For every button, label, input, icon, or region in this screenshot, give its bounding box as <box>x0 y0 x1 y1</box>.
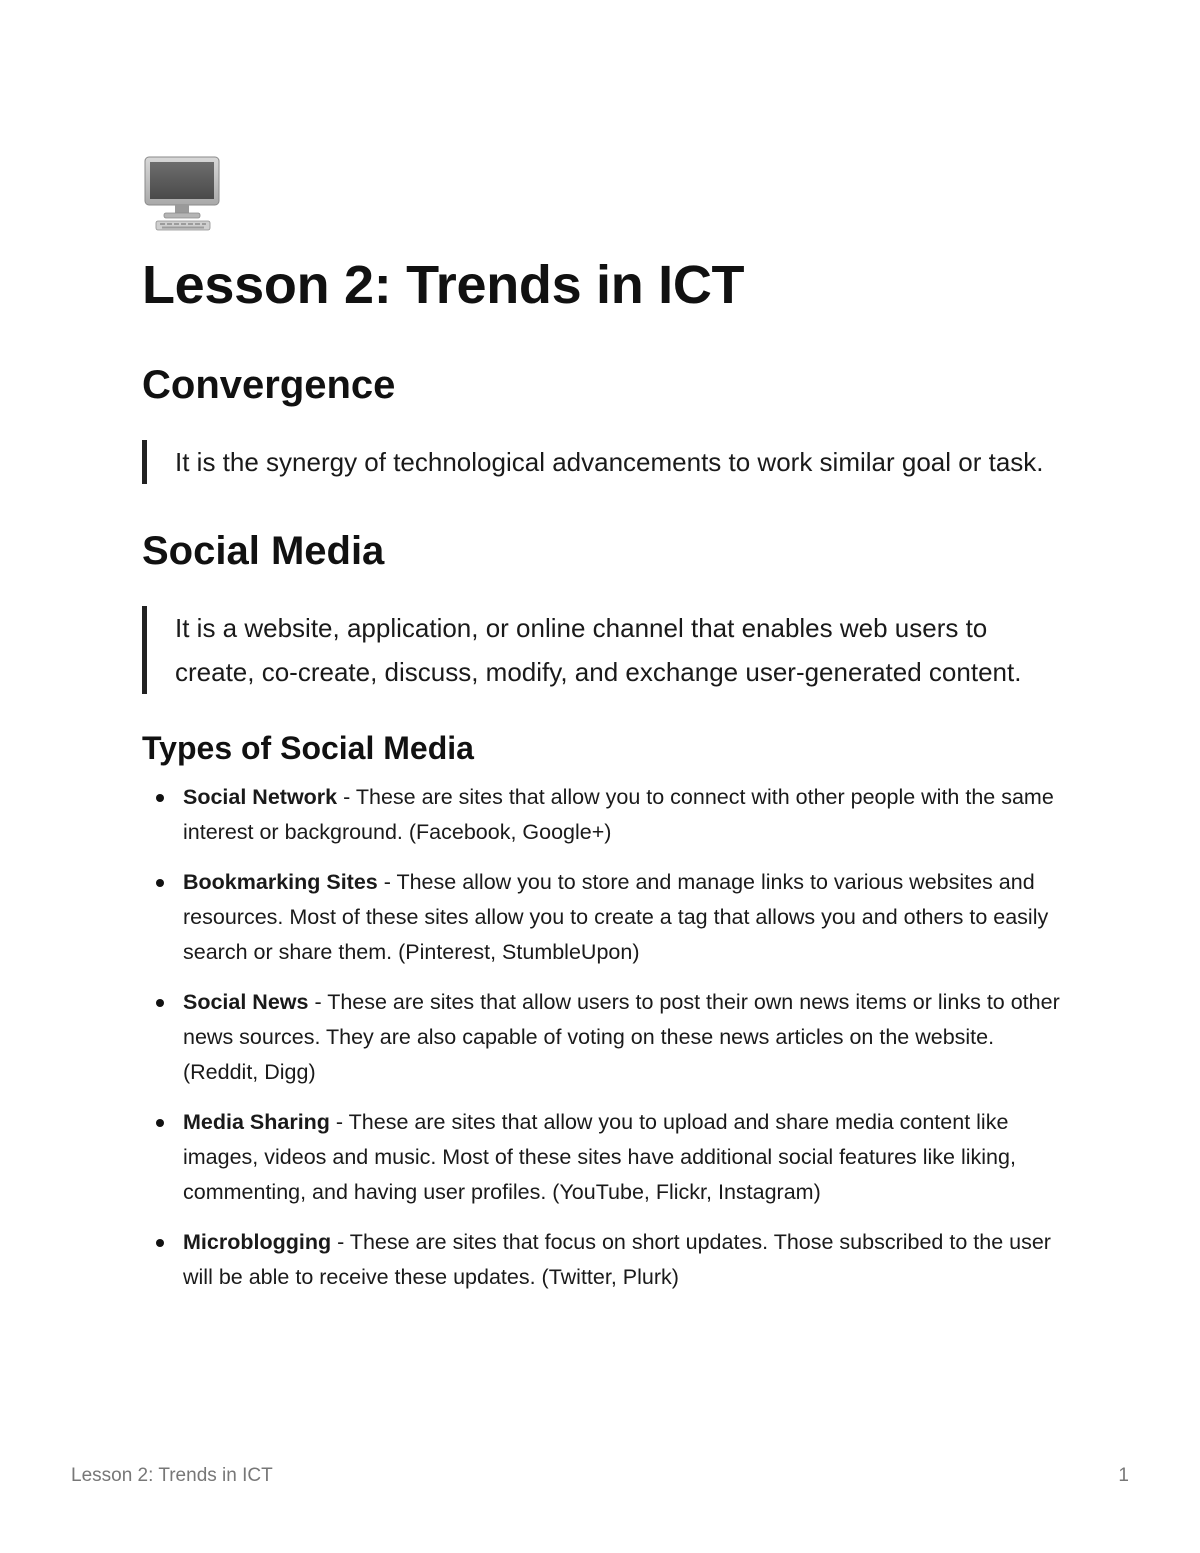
list-item-term: Social News <box>183 990 309 1014</box>
document-content <box>142 156 1062 1310</box>
list-item-description: - These allow you to store and manage links to various websites and resources. Most of these sites allow you to create a tag that allows you and others to easily search or share them. (Pinterest, StumbleUpon) <box>183 870 1049 964</box>
list-item-term: Bookmarking Sites <box>183 870 378 894</box>
list-item-social-network <box>142 780 1062 850</box>
list-item-term: Microblogging <box>183 1230 332 1254</box>
page-title: Lesson 2: Trends in ICT <box>142 255 745 315</box>
heading-convergence: Convergence <box>142 363 396 407</box>
heading-social-media: Social Media <box>142 529 385 573</box>
desktop-computer-icon <box>142 156 222 232</box>
list-item-bookmarking-sites <box>142 865 1062 970</box>
bullet-dot-icon <box>156 999 164 1007</box>
list-item-description: - These are sites that focus on short updates. Those subscribed to the user will be able to receive these updates. (Twitter, Plurk) <box>183 1230 1051 1289</box>
footer-document-title: Lesson 2: Trends in ICT <box>71 1465 273 1486</box>
convergence-definition: It is the synergy of technological advancements to work similar goal or task. <box>142 440 1062 484</box>
list-item-description: - These are sites that allow users to post their own news items or links to other news sources. They are also capable of voting on these news articles on the website. (Reddit, Digg) <box>183 990 1060 1084</box>
list-item-term: Social Network <box>183 785 338 809</box>
social-media-definition: It is a website, application, or online channel that enables web users to create, co-create, discuss, modify, and exchange user-generated content. <box>142 606 1062 694</box>
footer-page-number: 1 <box>1118 1465 1129 1486</box>
bullet-dot-icon <box>156 1119 164 1127</box>
heading-types-of-social-media: Types of Social Media <box>142 730 474 766</box>
list-item-description: - These are sites that allow you to upload and share media content like images, videos and music. Most of these sites have additional social features like liking, commenting, and having user profiles. (YouTube, Flickr, Instagram) <box>183 1110 1016 1204</box>
list-item-term: Media Sharing <box>183 1110 330 1134</box>
bullet-dot-icon <box>156 1239 164 1247</box>
list-item-description: - These are sites that allow you to connect with other people with the same interest or background. (Facebook, Google+) <box>183 785 1054 844</box>
list-item-media-sharing <box>142 1105 1062 1210</box>
bullet-dot-icon <box>156 794 164 802</box>
social-media-types-list <box>142 780 1062 1295</box>
bullet-dot-icon <box>156 879 164 887</box>
list-item-social-news <box>142 985 1062 1090</box>
list-item-microblogging <box>142 1225 1062 1295</box>
